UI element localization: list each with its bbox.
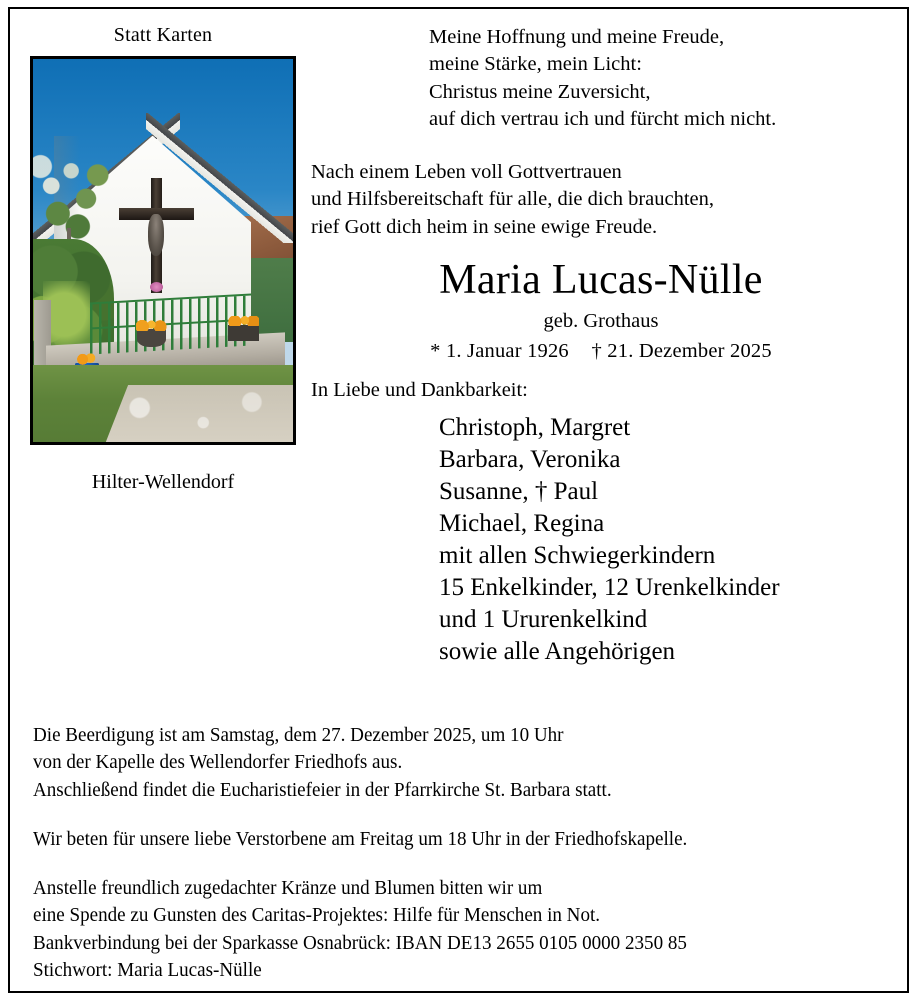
funeral-line-3: Anschließend findet die Eucharistiefeier in der Pfarrkirche St. Barbara statt. <box>33 778 612 801</box>
statt-karten-label: Statt Karten <box>113 24 213 46</box>
survivors-heading: In Liebe und Dankbarkeit: <box>311 378 528 401</box>
intro-line-2: und Hilfsbereitschaft für alle, die dich brauchten, <box>311 188 715 211</box>
birth-date: * 1. Januar 1926 <box>430 339 569 362</box>
survivor-line: 15 Enkelkinder, 12 Urenkelkinder <box>439 573 780 601</box>
donation-line-1: Anstelle freundlich zugedachter Kränze und Blumen bitten wir um <box>33 877 543 899</box>
funeral-details <box>33 722 824 804</box>
death-date: † 21. Dezember 2025 <box>591 339 772 362</box>
deceased-name: Maria Lucas-Nülle <box>439 256 763 303</box>
survivor-line: Christoph, Margret <box>439 413 631 441</box>
chapel-photo-frame <box>30 56 296 445</box>
photo-blossom-tree <box>33 143 111 250</box>
intro-line-3: rief Gott dich heim in seine ewige Freude. <box>311 215 658 238</box>
right-column <box>311 24 891 668</box>
verse-line-1: Meine Hoffnung und meine Freude, <box>429 26 725 48</box>
bottom-details <box>33 722 824 984</box>
deceased-maiden-name: geb. Grothaus <box>543 309 659 332</box>
donation-line-4: Stichwort: Maria Lucas-Nülle <box>33 958 262 981</box>
place-name: Hilter-Wellendorf <box>91 471 235 493</box>
verse-line-2: meine Stärke, mein Licht: <box>429 53 642 76</box>
survivor-line: Michael, Regina <box>439 509 605 537</box>
intro-line-1: Nach einem Leben voll Gottvertrauen <box>311 161 622 183</box>
survivors-list <box>439 412 891 668</box>
life-dates <box>311 340 891 363</box>
survivor-line: Barbara, Veronika <box>439 445 621 473</box>
prayer-line-1: Wir beten für unsere liebe Verstorbene am Freitag um 18 Uhr in der Friedhofskapelle. <box>33 827 688 850</box>
donation-line-2: eine Spende zu Gunsten des Caritas-Projektes: Hilfe für Menschen in Not. <box>33 904 601 927</box>
funeral-line-1: Die Beerdigung ist am Samstag, dem 27. Dezember 2025, um 10 Uhr <box>33 724 564 746</box>
prayer-details <box>33 826 824 853</box>
left-column <box>22 24 304 493</box>
photo-flower-planter-center <box>137 329 166 347</box>
chapel-photo <box>33 59 293 442</box>
memorial-verse <box>429 24 891 133</box>
survivor-line: sowie alle Angehörigen <box>439 637 676 665</box>
survivor-line: Susanne, † Paul <box>439 477 599 505</box>
funeral-line-2: von der Kapelle des Wellendorfer Friedhofs aus. <box>33 751 403 774</box>
donation-details <box>33 875 824 984</box>
photo-gravel-path <box>106 385 293 442</box>
donation-line-3: Bankverbindung bei der Sparkasse Osnabrück: IBAN DE13 2655 0105 0000 2350 85 <box>33 931 687 954</box>
intro-text <box>311 159 891 241</box>
survivor-line: mit allen Schwiegerkindern <box>439 541 716 569</box>
verse-line-4: auf dich vertrau ich und fürcht mich nicht. <box>429 107 777 130</box>
photo-flower-planter-right <box>228 325 259 341</box>
photo-crucifix-flower <box>150 282 163 292</box>
verse-line-3: Christus meine Zuversicht, <box>429 80 651 103</box>
survivor-line: und 1 Ururenkelkind <box>439 605 648 633</box>
photo-crucifix-corpus <box>148 214 164 256</box>
